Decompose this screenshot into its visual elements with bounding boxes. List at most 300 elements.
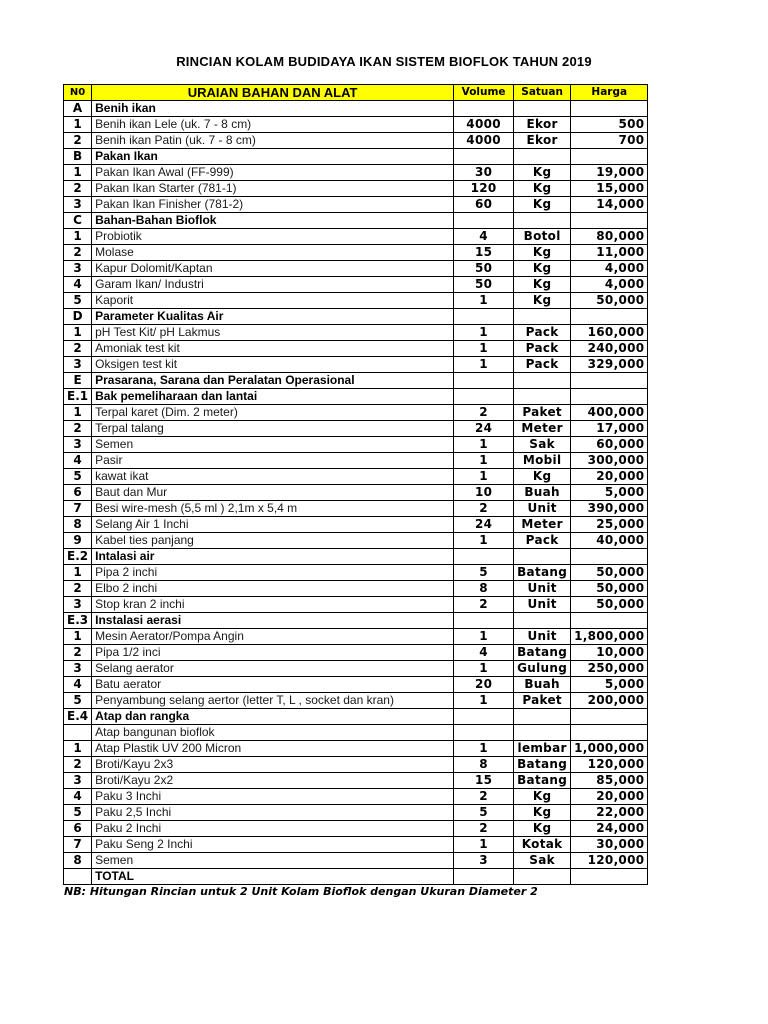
cell-description: Oksigen test kit bbox=[92, 357, 454, 373]
cell-volume: 60 bbox=[454, 197, 514, 213]
cell-no: E.4 bbox=[64, 709, 92, 725]
table-row bbox=[64, 757, 648, 773]
cost-table bbox=[63, 84, 648, 885]
cell-description: Bahan-Bahan Bioflok bbox=[92, 213, 454, 229]
table-row bbox=[64, 261, 648, 277]
cell-volume: 30 bbox=[454, 165, 514, 181]
cell-description: Stop kran 2 inchi bbox=[92, 597, 454, 613]
table-row bbox=[64, 181, 648, 197]
table-row bbox=[64, 629, 648, 645]
cell-no: A bbox=[64, 101, 92, 117]
total-row bbox=[64, 869, 648, 885]
cell-harga: 85,000 bbox=[571, 773, 648, 789]
cell-no: E.2 bbox=[64, 549, 92, 565]
cell-satuan: Buah bbox=[514, 677, 571, 693]
cell-description: Pipa 2 inchi bbox=[92, 565, 454, 581]
cell-no: 3 bbox=[64, 661, 92, 677]
cell-satuan bbox=[514, 725, 571, 741]
cell-no: 1 bbox=[64, 565, 92, 581]
cell-description: Selang Air 1 Inchi bbox=[92, 517, 454, 533]
table-row bbox=[64, 789, 648, 805]
table-row bbox=[64, 357, 648, 373]
cell-harga bbox=[571, 709, 648, 725]
cell-harga: 120,000 bbox=[571, 853, 648, 869]
cell-volume: 4 bbox=[454, 645, 514, 661]
cell-volume bbox=[454, 309, 514, 325]
table-row bbox=[64, 533, 648, 549]
cell-satuan bbox=[514, 213, 571, 229]
cell-no: 2 bbox=[64, 341, 92, 357]
cell-satuan: Batang bbox=[514, 757, 571, 773]
cell-volume: 5 bbox=[454, 565, 514, 581]
cell-description: Penyambung selang aertor (letter T, L , socket dan kran) bbox=[92, 693, 454, 709]
cell-satuan: Kg bbox=[514, 181, 571, 197]
cell-volume: 4000 bbox=[454, 133, 514, 149]
cell-volume: 15 bbox=[454, 773, 514, 789]
cell-satuan bbox=[514, 101, 571, 117]
cell-volume: 10 bbox=[454, 485, 514, 501]
cell-satuan: Kg bbox=[514, 821, 571, 837]
cell-harga: 1,800,000 bbox=[571, 629, 648, 645]
cell-description: Instalasi aerasi bbox=[92, 613, 454, 629]
table-body bbox=[64, 85, 648, 885]
cell-description: Intalasi air bbox=[92, 549, 454, 565]
cell-harga: 400,000 bbox=[571, 405, 648, 421]
table-row bbox=[64, 677, 648, 693]
cell-no: 3 bbox=[64, 437, 92, 453]
cell-volume: 2 bbox=[454, 501, 514, 517]
cell-volume bbox=[454, 213, 514, 229]
cell-no: 7 bbox=[64, 837, 92, 853]
cell-description: Paku 3 Inchi bbox=[92, 789, 454, 805]
table-row bbox=[64, 725, 648, 741]
cell-harga bbox=[571, 373, 648, 389]
cell-harga: 19,000 bbox=[571, 165, 648, 181]
cell-description: Probiotik bbox=[92, 229, 454, 245]
cell-harga: 329,000 bbox=[571, 357, 648, 373]
cell-no: 5 bbox=[64, 693, 92, 709]
cell-no: 4 bbox=[64, 677, 92, 693]
cell-volume: 15 bbox=[454, 245, 514, 261]
cell-no: 2 bbox=[64, 581, 92, 597]
table-row bbox=[64, 773, 648, 789]
table-row bbox=[64, 485, 648, 501]
cell-no: 2 bbox=[64, 421, 92, 437]
cell-satuan: Unit bbox=[514, 501, 571, 517]
footnote: NB: Hitungan Rincian untuk 2 Unit Kolam Bioflok dengan Ukuran Diameter 2 bbox=[64, 885, 538, 898]
cell-satuan: Sak bbox=[514, 437, 571, 453]
cell-volume: 1 bbox=[454, 741, 514, 757]
cell-description: Baut dan Mur bbox=[92, 485, 454, 501]
cell-harga: 4,000 bbox=[571, 277, 648, 293]
cell-description: Benih ikan Patin (uk. 7 - 8 cm) bbox=[92, 133, 454, 149]
cell-satuan: Unit bbox=[514, 629, 571, 645]
cell-description: Semen bbox=[92, 437, 454, 453]
cell-no: 6 bbox=[64, 821, 92, 837]
page-title: RINCIAN KOLAM BUDIDAYA IKAN SISTEM BIOFLOK TAHUN 2019 bbox=[176, 54, 592, 69]
cell-volume bbox=[454, 149, 514, 165]
cell-volume: 1 bbox=[454, 629, 514, 645]
table-row bbox=[64, 437, 648, 453]
cell-no: C bbox=[64, 213, 92, 229]
cell-harga bbox=[571, 149, 648, 165]
cell-no: 9 bbox=[64, 533, 92, 549]
cell-description: Pakan Ikan Awal (FF-999) bbox=[92, 165, 454, 181]
cell-description: Paku 2 Inchi bbox=[92, 821, 454, 837]
cell-description: Kapur Dolomit/Kaptan bbox=[92, 261, 454, 277]
cell-satuan: Pack bbox=[514, 341, 571, 357]
section-row bbox=[64, 309, 648, 325]
cell-volume: 2 bbox=[454, 405, 514, 421]
cell-no: 4 bbox=[64, 453, 92, 469]
cell-description: Broti/Kayu 2x3 bbox=[92, 757, 454, 773]
cell-satuan bbox=[514, 709, 571, 725]
table-row bbox=[64, 661, 648, 677]
cell-description: TOTAL bbox=[92, 869, 454, 885]
cell-volume: 2 bbox=[454, 597, 514, 613]
header-volume: Volume bbox=[454, 85, 514, 101]
cell-harga bbox=[571, 309, 648, 325]
header-description: URAIAN BAHAN DAN ALAT bbox=[92, 85, 454, 101]
cell-no: 5 bbox=[64, 293, 92, 309]
cell-harga: 1,000,000 bbox=[571, 741, 648, 757]
table-row bbox=[64, 805, 648, 821]
cell-satuan: Ekor bbox=[514, 117, 571, 133]
cell-volume: 5 bbox=[454, 805, 514, 821]
cell-volume bbox=[454, 373, 514, 389]
cell-no: 5 bbox=[64, 469, 92, 485]
cell-volume bbox=[454, 101, 514, 117]
cell-volume bbox=[454, 389, 514, 405]
cell-description: Garam Ikan/ Industri bbox=[92, 277, 454, 293]
table-row bbox=[64, 117, 648, 133]
cell-harga: 5,000 bbox=[571, 485, 648, 501]
cell-description: Pipa 1/2 inci bbox=[92, 645, 454, 661]
cell-harga: 17,000 bbox=[571, 421, 648, 437]
section-row bbox=[64, 389, 648, 405]
cell-volume: 4000 bbox=[454, 117, 514, 133]
cell-satuan: Kg bbox=[514, 277, 571, 293]
cell-no: E bbox=[64, 373, 92, 389]
cell-volume: 1 bbox=[454, 533, 514, 549]
table-row bbox=[64, 421, 648, 437]
cell-satuan: Pack bbox=[514, 325, 571, 341]
cell-satuan: Pack bbox=[514, 533, 571, 549]
cell-volume bbox=[454, 613, 514, 629]
cell-description: Pakan Ikan bbox=[92, 149, 454, 165]
cell-no: 8 bbox=[64, 853, 92, 869]
cell-harga: 11,000 bbox=[571, 245, 648, 261]
table-row bbox=[64, 229, 648, 245]
cell-volume: 4 bbox=[454, 229, 514, 245]
cell-harga: 50,000 bbox=[571, 565, 648, 581]
cell-volume: 1 bbox=[454, 341, 514, 357]
cell-satuan bbox=[514, 389, 571, 405]
cell-volume bbox=[454, 709, 514, 725]
cell-satuan: Kg bbox=[514, 197, 571, 213]
cell-volume: 2 bbox=[454, 821, 514, 837]
cell-satuan: Paket bbox=[514, 405, 571, 421]
cell-volume: 20 bbox=[454, 677, 514, 693]
cell-satuan bbox=[514, 869, 571, 885]
cell-harga: 50,000 bbox=[571, 293, 648, 309]
cell-harga: 390,000 bbox=[571, 501, 648, 517]
cell-no bbox=[64, 869, 92, 885]
cell-description: Elbo 2 inchi bbox=[92, 581, 454, 597]
table-row bbox=[64, 501, 648, 517]
cell-satuan: Paket bbox=[514, 693, 571, 709]
cell-harga bbox=[571, 869, 648, 885]
cell-volume: 24 bbox=[454, 421, 514, 437]
table-header-row bbox=[64, 85, 648, 101]
section-row bbox=[64, 149, 648, 165]
cell-satuan: Pack bbox=[514, 357, 571, 373]
cell-description: Bak pemeliharaan dan lantai bbox=[92, 389, 454, 405]
cell-harga: 120,000 bbox=[571, 757, 648, 773]
cell-satuan: Unit bbox=[514, 597, 571, 613]
cell-harga: 80,000 bbox=[571, 229, 648, 245]
cell-harga bbox=[571, 549, 648, 565]
cell-volume: 1 bbox=[454, 837, 514, 853]
table-row bbox=[64, 581, 648, 597]
cell-description: Pakan Ikan Starter (781-1) bbox=[92, 181, 454, 197]
cell-no: 2 bbox=[64, 245, 92, 261]
cell-description: Pasir bbox=[92, 453, 454, 469]
cell-satuan bbox=[514, 373, 571, 389]
cell-volume: 3 bbox=[454, 853, 514, 869]
cell-satuan: Mobil bbox=[514, 453, 571, 469]
cell-description: Atap bangunan bioflok bbox=[92, 725, 454, 741]
cell-description: Molase bbox=[92, 245, 454, 261]
cell-description: Mesin Aerator/Pompa Angin bbox=[92, 629, 454, 645]
cell-harga: 700 bbox=[571, 133, 648, 149]
cell-satuan: Sak bbox=[514, 853, 571, 869]
table-row bbox=[64, 693, 648, 709]
cell-satuan: Meter bbox=[514, 421, 571, 437]
cell-no: 4 bbox=[64, 789, 92, 805]
cell-harga: 20,000 bbox=[571, 789, 648, 805]
header-no: N0 bbox=[64, 85, 92, 101]
cell-harga: 160,000 bbox=[571, 325, 648, 341]
table-row bbox=[64, 565, 648, 581]
table-row bbox=[64, 517, 648, 533]
cell-volume: 1 bbox=[454, 661, 514, 677]
cell-satuan: Kg bbox=[514, 469, 571, 485]
cell-no: 1 bbox=[64, 165, 92, 181]
cell-harga: 60,000 bbox=[571, 437, 648, 453]
cell-volume bbox=[454, 549, 514, 565]
table-row bbox=[64, 293, 648, 309]
cell-harga: 24,000 bbox=[571, 821, 648, 837]
cell-volume: 8 bbox=[454, 757, 514, 773]
table-row bbox=[64, 405, 648, 421]
cell-no: B bbox=[64, 149, 92, 165]
cell-volume: 8 bbox=[454, 581, 514, 597]
cell-description: Kabel ties panjang bbox=[92, 533, 454, 549]
cell-description: Besi wire-mesh (5,5 ml ) 2,1m x 5,4 m bbox=[92, 501, 454, 517]
cell-satuan: Ekor bbox=[514, 133, 571, 149]
table-row bbox=[64, 245, 648, 261]
cell-satuan: Batang bbox=[514, 565, 571, 581]
cell-no: 1 bbox=[64, 629, 92, 645]
cell-no bbox=[64, 725, 92, 741]
cell-harga: 20,000 bbox=[571, 469, 648, 485]
cell-satuan: Kg bbox=[514, 165, 571, 181]
cell-description: Paku Seng 2 Inchi bbox=[92, 837, 454, 853]
cell-harga: 5,000 bbox=[571, 677, 648, 693]
cell-satuan bbox=[514, 149, 571, 165]
cell-satuan bbox=[514, 309, 571, 325]
header-satuan: Satuan bbox=[514, 85, 571, 101]
cell-harga: 50,000 bbox=[571, 581, 648, 597]
cell-harga: 14,000 bbox=[571, 197, 648, 213]
cell-description: Atap Plastik UV 200 Micron bbox=[92, 741, 454, 757]
cell-satuan: Botol bbox=[514, 229, 571, 245]
cell-no: 6 bbox=[64, 485, 92, 501]
cell-harga: 300,000 bbox=[571, 453, 648, 469]
cell-volume: 1 bbox=[454, 357, 514, 373]
table-row bbox=[64, 341, 648, 357]
cell-description: Semen bbox=[92, 853, 454, 869]
table-row bbox=[64, 741, 648, 757]
cell-harga: 40,000 bbox=[571, 533, 648, 549]
cell-no: 4 bbox=[64, 277, 92, 293]
cell-no: E.3 bbox=[64, 613, 92, 629]
cell-harga: 250,000 bbox=[571, 661, 648, 677]
cell-description: Parameter Kualitas Air bbox=[92, 309, 454, 325]
cell-volume: 1 bbox=[454, 693, 514, 709]
table-row bbox=[64, 197, 648, 213]
cell-volume: 1 bbox=[454, 293, 514, 309]
cell-harga: 30,000 bbox=[571, 837, 648, 853]
cell-no: 1 bbox=[64, 741, 92, 757]
cell-no: D bbox=[64, 309, 92, 325]
cell-description: Benih ikan Lele (uk. 7 - 8 cm) bbox=[92, 117, 454, 133]
cell-harga bbox=[571, 101, 648, 117]
table-row bbox=[64, 597, 648, 613]
cell-volume bbox=[454, 725, 514, 741]
cell-harga bbox=[571, 613, 648, 629]
cell-no: 8 bbox=[64, 517, 92, 533]
cell-no: 2 bbox=[64, 757, 92, 773]
cell-description: Terpal karet (Dim. 2 meter) bbox=[92, 405, 454, 421]
cell-no: 3 bbox=[64, 773, 92, 789]
table-row bbox=[64, 165, 648, 181]
cell-no: 3 bbox=[64, 261, 92, 277]
cell-volume: 1 bbox=[454, 325, 514, 341]
cell-satuan: Kg bbox=[514, 789, 571, 805]
cell-no: 2 bbox=[64, 181, 92, 197]
cell-no: E.1 bbox=[64, 389, 92, 405]
cell-description: Broti/Kayu 2x2 bbox=[92, 773, 454, 789]
cell-satuan: Unit bbox=[514, 581, 571, 597]
cell-satuan bbox=[514, 549, 571, 565]
cell-harga: 25,000 bbox=[571, 517, 648, 533]
cell-description: Selang aerator bbox=[92, 661, 454, 677]
section-row bbox=[64, 549, 648, 565]
cell-harga: 240,000 bbox=[571, 341, 648, 357]
cell-satuan: Meter bbox=[514, 517, 571, 533]
cell-volume: 1 bbox=[454, 437, 514, 453]
table-row bbox=[64, 277, 648, 293]
cell-no: 3 bbox=[64, 357, 92, 373]
cell-satuan: Kg bbox=[514, 293, 571, 309]
header-harga: Harga bbox=[571, 85, 648, 101]
cell-satuan: Gulung bbox=[514, 661, 571, 677]
cell-volume: 50 bbox=[454, 277, 514, 293]
table-row bbox=[64, 133, 648, 149]
cell-description: Pakan Ikan Finisher (781-2) bbox=[92, 197, 454, 213]
cell-harga bbox=[571, 725, 648, 741]
cell-satuan: Batang bbox=[514, 645, 571, 661]
cell-volume: 120 bbox=[454, 181, 514, 197]
cell-satuan: Kg bbox=[514, 261, 571, 277]
cell-volume: 2 bbox=[454, 789, 514, 805]
cell-description: kawat ikat bbox=[92, 469, 454, 485]
cell-description: Batu aerator bbox=[92, 677, 454, 693]
cell-no: 1 bbox=[64, 325, 92, 341]
cell-volume: 1 bbox=[454, 469, 514, 485]
cell-description: Benih ikan bbox=[92, 101, 454, 117]
cell-description: Kaporit bbox=[92, 293, 454, 309]
cell-satuan: lembar bbox=[514, 741, 571, 757]
cell-satuan: Kotak bbox=[514, 837, 571, 853]
section-row bbox=[64, 101, 648, 117]
cell-volume: 50 bbox=[454, 261, 514, 277]
cell-harga bbox=[571, 213, 648, 229]
table-row bbox=[64, 325, 648, 341]
cell-no: 1 bbox=[64, 405, 92, 421]
cell-no: 1 bbox=[64, 229, 92, 245]
table-row bbox=[64, 837, 648, 853]
section-row bbox=[64, 373, 648, 389]
cell-satuan: Buah bbox=[514, 485, 571, 501]
cell-no: 3 bbox=[64, 597, 92, 613]
cell-satuan bbox=[514, 613, 571, 629]
cell-description: Paku 2,5 Inchi bbox=[92, 805, 454, 821]
section-row bbox=[64, 709, 648, 725]
table-row bbox=[64, 821, 648, 837]
cell-no: 2 bbox=[64, 645, 92, 661]
cell-harga: 200,000 bbox=[571, 693, 648, 709]
cell-no: 1 bbox=[64, 117, 92, 133]
cell-description: Atap dan rangka bbox=[92, 709, 454, 725]
cell-no: 5 bbox=[64, 805, 92, 821]
cell-description: Terpal talang bbox=[92, 421, 454, 437]
cell-harga: 4,000 bbox=[571, 261, 648, 277]
cell-satuan: Batang bbox=[514, 773, 571, 789]
cell-harga bbox=[571, 389, 648, 405]
cell-harga: 50,000 bbox=[571, 597, 648, 613]
cell-harga: 500 bbox=[571, 117, 648, 133]
table-row bbox=[64, 853, 648, 869]
cell-volume bbox=[454, 869, 514, 885]
table-row bbox=[64, 453, 648, 469]
cell-description: Amoniak test kit bbox=[92, 341, 454, 357]
cell-volume: 24 bbox=[454, 517, 514, 533]
cell-satuan: Kg bbox=[514, 245, 571, 261]
cell-no: 7 bbox=[64, 501, 92, 517]
cell-volume: 1 bbox=[454, 453, 514, 469]
section-row bbox=[64, 613, 648, 629]
table-row bbox=[64, 469, 648, 485]
cell-no: 3 bbox=[64, 197, 92, 213]
cell-harga: 10,000 bbox=[571, 645, 648, 661]
cell-satuan: Kg bbox=[514, 805, 571, 821]
cell-description: pH Test Kit/ pH Lakmus bbox=[92, 325, 454, 341]
cell-harga: 15,000 bbox=[571, 181, 648, 197]
cell-description: Prasarana, Sarana dan Peralatan Operasional bbox=[92, 373, 454, 389]
